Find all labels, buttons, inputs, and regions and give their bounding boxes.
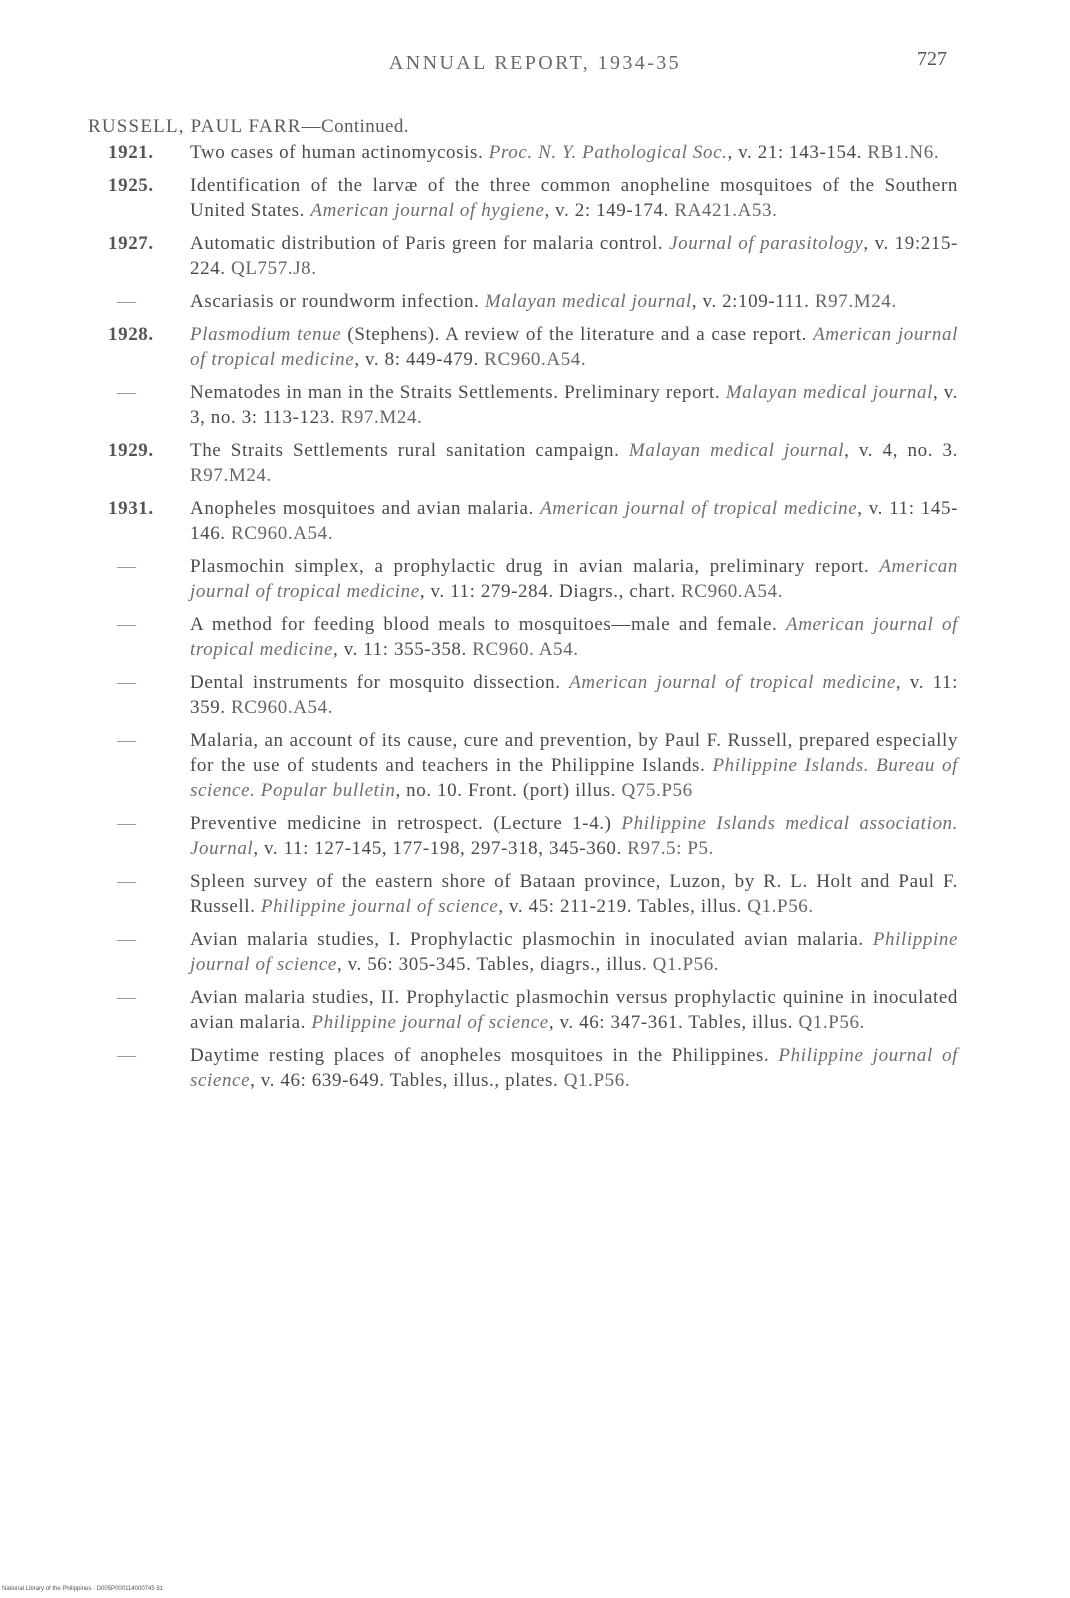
entry-journal: American journal of hygiene (310, 200, 545, 221)
entry-dash: — (117, 929, 137, 950)
entry-citation (190, 612, 958, 662)
author-heading (88, 116, 409, 138)
entry-volume-pages: , v. 2:109-111. (691, 291, 810, 312)
entry-volume-pages: , v. 8: 449-479. (354, 349, 479, 370)
entry-citation (190, 985, 958, 1035)
entry-volume-pages: , v. 11: 279-284. Diagrs., chart. (419, 581, 676, 602)
entry-citation (190, 670, 958, 720)
entry-call-number: RC960. A54. (472, 639, 579, 660)
entry-call-number: Q1.P56. (747, 896, 814, 917)
entry-journal: Journal of parasitology (669, 233, 864, 254)
bibliography-entry (0, 438, 958, 488)
entry-journal: Philippine Islands. Bureau of science. Popular bulletin (190, 755, 958, 801)
entry-journal: Philippine journal of science (190, 929, 958, 975)
entry-call-number: Q1.P56. (798, 1012, 865, 1033)
bibliography-entry (0, 231, 958, 281)
entry-call-number: Q1.P56. (563, 1070, 631, 1091)
entry-citation (190, 811, 958, 861)
author-name: RUSSELL, PAUL FARR (88, 116, 302, 137)
entry-journal: Philippine Islands medical association. Journal (190, 813, 958, 859)
entry-volume-pages: , v. 11: 145-146. (190, 498, 958, 544)
entry-call-number: Q75.P56 (621, 780, 693, 801)
bibliography-entry (0, 612, 958, 662)
bibliography-entry (0, 1043, 958, 1093)
entry-citation (190, 927, 958, 977)
entry-citation (190, 173, 958, 223)
entry-journal: American journal of tropical medicine (190, 614, 958, 660)
bibliography-entry (0, 985, 958, 1035)
entry-call-number: RC960.A54. (231, 697, 334, 718)
entry-call-number: R97.M24. (340, 407, 423, 428)
entry-call-number: RB1.N6. (867, 142, 940, 163)
entry-citation (190, 322, 958, 372)
entry-citation (190, 728, 958, 803)
entry-title: Avian malaria studies, II. Prophylactic plasmochin versus prophylactic quinine in inoculated avian malaria. (190, 987, 958, 1033)
bibliography-entry (0, 554, 958, 604)
entry-dash: — (117, 556, 137, 577)
entry-call-number: QL757.J8. (231, 258, 317, 279)
entry-year: 1928. (108, 324, 154, 345)
entry-year: 1927. (108, 233, 154, 254)
entry-title: A method for feeding blood meals to mosquitoes—male and female. (190, 614, 778, 635)
entry-dash: — (117, 987, 137, 1008)
entry-title: Daytime resting places of anopheles mosquitoes in the Philippines. (190, 1045, 770, 1066)
entry-volume-pages: , no. 10. Front. (port) illus. (395, 780, 617, 801)
bibliography-entry (0, 173, 958, 223)
entry-volume-pages: , v. 46: 347-361. Tables, illus. (548, 1012, 794, 1033)
entry-title: Ascariasis or roundworm infection. (190, 291, 480, 312)
entry-title: Anopheles mosquitoes and avian malaria. (190, 498, 534, 519)
footer-credit: National Library of the Philippines · D005P000114000745 81 (2, 1586, 164, 1592)
entry-volume-pages: , v. 4, no. 3. (844, 440, 958, 461)
entry-volume-pages: , v. 19:215-224. (190, 233, 958, 279)
entry-journal: American journal of tropical medicine (540, 498, 858, 519)
entry-journal: Malayan medical journal (725, 382, 933, 403)
entry-journal: Malayan medical journal (628, 440, 845, 461)
entry-title: Plasmochin simplex, a prophylactic drug in avian malaria, preliminary report. (190, 556, 870, 577)
entry-dash: — (117, 291, 137, 312)
entry-volume-pages: , v. 3, no. 3: 113-123. (190, 382, 959, 428)
bibliography-entry (0, 380, 958, 430)
entry-citation (190, 869, 958, 919)
bibliography-entry (0, 289, 958, 314)
entry-journal: American journal of tropical medicine (190, 324, 959, 370)
entry-call-number: RC960.A54. (484, 349, 587, 370)
entry-volume-pages: , v. 45: 211-219. Tables, illus. (498, 896, 742, 917)
entry-call-number: RA421.A53. (674, 200, 778, 221)
entry-title: Spleen survey of the eastern shore of Bataan province, Luzon, by R. L. Holt and Paul F. Russell. (190, 871, 958, 917)
entry-title: Two cases of human actinomycosis. (190, 142, 484, 163)
bibliography-list (0, 140, 1070, 1101)
entry-dash: — (117, 813, 137, 834)
bibliography-entry (0, 670, 958, 720)
entry-year: 1929. (108, 440, 154, 461)
running-head: ANNUAL REPORT, 1934-35 (388, 52, 682, 74)
entry-citation (190, 289, 958, 314)
bibliography-entry (0, 927, 958, 977)
entry-title: Preventive medicine in retrospect. (Lecture 1-4.) (190, 813, 612, 834)
entry-title: (Stephens). A review of the literature and a case report. (347, 324, 807, 345)
entry-year: 1931. (108, 498, 154, 519)
bibliography-entry (0, 140, 958, 165)
entry-year: 1925. (108, 175, 154, 196)
entry-volume-pages: , v. 2: 149-174. (544, 200, 669, 221)
entry-title: Identification of the larvæ of the three common anopheline mosquitoes of the Southern United States. (190, 175, 958, 221)
entry-journal: American journal of tropical medicine (190, 556, 959, 602)
author-continued: —Continued. (301, 116, 409, 137)
entry-title: Dental instruments for mosquito dissection. (190, 672, 561, 693)
entry-title: The Straits Settlements rural sanitation campaign. (190, 440, 620, 461)
entry-call-number: R97.5: P5. (627, 838, 715, 859)
entry-citation (190, 496, 958, 546)
entry-citation (190, 380, 958, 430)
entry-journal: Philippine journal of science (260, 896, 499, 917)
entry-volume-pages: , v. 46: 639-649. Tables, illus., plates. (250, 1070, 559, 1091)
entry-year: 1921. (108, 142, 154, 163)
entry-dash: — (117, 672, 137, 693)
bibliography-entry (0, 496, 958, 546)
entry-journal: American journal of tropical medicine (569, 672, 896, 693)
entry-volume-pages: , v. 21: 143-154. (727, 142, 863, 163)
entry-call-number: Q1.P56. (652, 954, 720, 975)
entry-title: Automatic distribution of Paris green for malaria control. (190, 233, 664, 254)
entry-title: Avian malaria studies, I. Prophylactic plasmochin in inoculated avian malaria. (190, 929, 864, 950)
entry-title: Malaria, an account of its cause, cure and prevention, by Paul F. Russell, prepared especially for the use of students and teachers in the Philippine Islands. (190, 730, 958, 776)
entry-volume-pages: , v. 11: 127-145, 177-198, 297-318, 345-360. (253, 838, 622, 859)
entry-journal: Proc. N. Y. Pathological Soc. (488, 142, 728, 163)
entry-journal: Philippine journal of science (311, 1012, 549, 1033)
entry-call-number: RC960.A54. (681, 581, 784, 602)
entry-citation (190, 1043, 958, 1093)
entry-dash: — (117, 382, 137, 403)
entry-call-number: RC960.A54. (231, 523, 334, 544)
entry-volume-pages: , v. 11: 359. (190, 672, 959, 718)
entry-journal: Malayan medical journal (484, 291, 692, 312)
entry-citation (190, 231, 958, 281)
entry-title: Nematodes in man in the Straits Settlements. Preliminary report. (190, 382, 721, 403)
entry-volume-pages: , v. 11: 355-358. (333, 639, 467, 660)
bibliography-entry (0, 811, 958, 861)
entry-citation (190, 438, 958, 488)
entry-dash: — (117, 614, 137, 635)
entry-dash: — (117, 1045, 137, 1066)
entry-citation (190, 554, 958, 604)
bibliography-entry (0, 728, 958, 803)
entry-call-number: R97.M24. (190, 465, 272, 486)
page-number: 727 (917, 48, 947, 70)
entry-call-number: R97.M24. (814, 291, 897, 312)
entry-dash: — (117, 871, 137, 892)
bibliography-entry (0, 869, 958, 919)
bibliography-entry (0, 322, 958, 372)
entry-citation (190, 140, 958, 165)
entry-dash: — (117, 730, 137, 751)
entry-journal: Philippine journal of science (190, 1045, 958, 1091)
entry-volume-pages: , v. 56: 305-345. Tables, diagrs., illus. (336, 954, 648, 975)
entry-species-name: Plasmodium tenue (190, 324, 342, 345)
